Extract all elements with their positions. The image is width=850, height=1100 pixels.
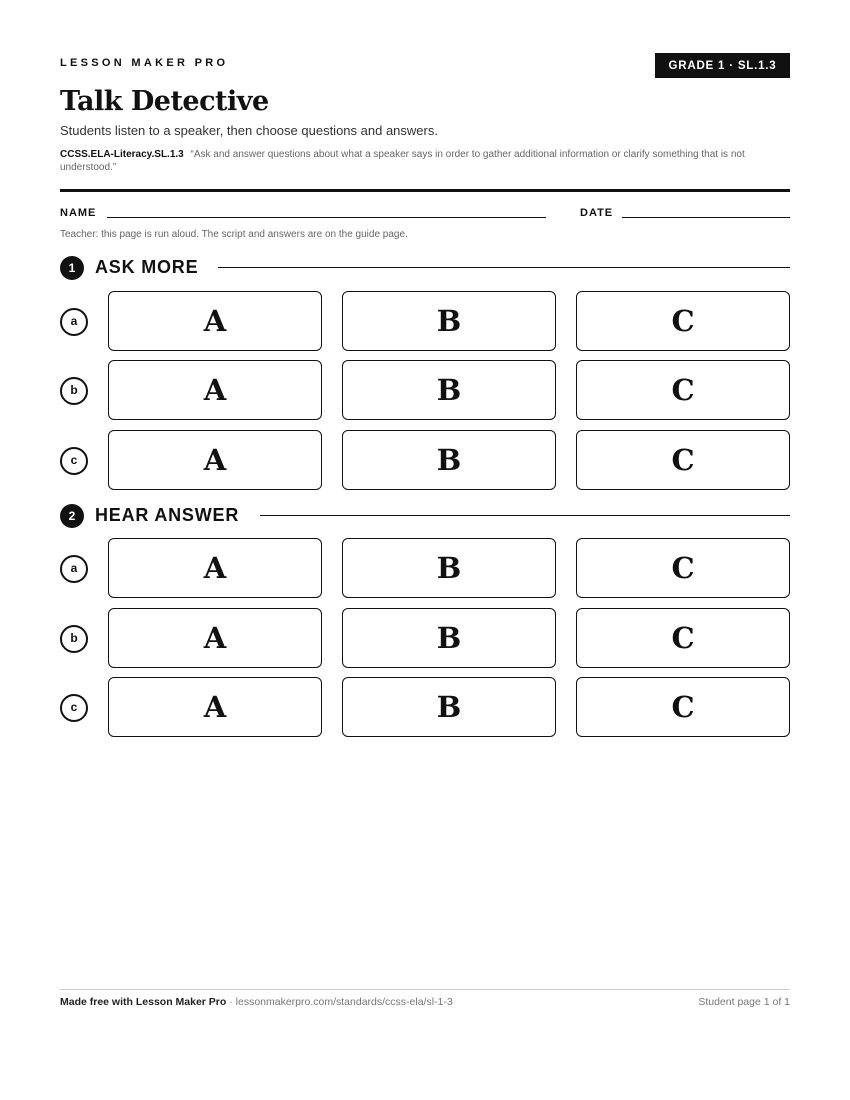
- brand-wordmark: LESSON MAKER PRO: [60, 57, 229, 69]
- row-letter-badge: b: [60, 625, 88, 653]
- footer-url-link[interactable]: · lessonmakerpro.com/standards/ccss-ela/sl-1-3: [226, 996, 453, 1008]
- choice-box-a[interactable]: A: [108, 291, 322, 351]
- choice-box-a[interactable]: A: [108, 430, 322, 490]
- choice-box-a[interactable]: A: [108, 360, 322, 420]
- question-row: [60, 677, 790, 737]
- row-letter-badge: a: [60, 308, 88, 336]
- choice-box-b[interactable]: B: [342, 430, 556, 490]
- choice-box-a[interactable]: A: [108, 608, 322, 668]
- choice-box-c[interactable]: C: [576, 677, 790, 737]
- standard-text: “Ask and answer questions about what a speaker says in order to gather additional information or clarify something that is not understood.”: [60, 149, 745, 173]
- header-divider: [60, 189, 790, 192]
- choice-box-c[interactable]: C: [576, 291, 790, 351]
- choice-box-b[interactable]: B: [342, 291, 556, 351]
- standard-description: [60, 148, 795, 174]
- choice-box-b[interactable]: B: [342, 360, 556, 420]
- row-letter-badge: a: [60, 555, 88, 583]
- section-title: ASK MORE: [95, 257, 208, 278]
- question-row: [60, 430, 790, 490]
- choice-box-a[interactable]: A: [108, 538, 322, 598]
- section-rule: [260, 515, 790, 516]
- choice-box-b[interactable]: B: [342, 677, 556, 737]
- section-number-badge: 1: [60, 256, 84, 280]
- question-row: [60, 291, 790, 351]
- choice-box-b[interactable]: B: [342, 608, 556, 668]
- page-title: Talk Detective: [60, 86, 269, 117]
- choice-box-c[interactable]: C: [576, 360, 790, 420]
- footer-divider: [60, 989, 790, 990]
- section-number-badge: 2: [60, 504, 84, 528]
- footer-page-number: Student page 1 of 1: [698, 996, 790, 1008]
- choice-box-a[interactable]: A: [108, 677, 322, 737]
- question-row: [60, 538, 790, 598]
- name-label: NAME: [60, 207, 97, 219]
- section-rule: [218, 267, 790, 268]
- date-label: DATE: [580, 207, 614, 219]
- question-row: [60, 360, 790, 420]
- footer-credit: [60, 996, 453, 1008]
- section-title: HEAR ANSWER: [95, 505, 249, 526]
- choice-box-b[interactable]: B: [342, 538, 556, 598]
- section-ask-more: [60, 256, 790, 280]
- teacher-note: Teacher: this page is run aloud. The script and answers are on the guide page.: [60, 229, 408, 240]
- date-field[interactable]: [622, 217, 790, 218]
- standard-code: CCSS.ELA-Literacy.SL.1.3: [60, 149, 184, 160]
- row-letter-badge: b: [60, 377, 88, 405]
- footer-made-with: Made free with Lesson Maker Pro: [60, 996, 227, 1008]
- section-hear-answer: [60, 504, 790, 528]
- grade-badge: GRADE 1 · SL.1.3: [655, 53, 790, 78]
- row-letter-badge: c: [60, 694, 88, 722]
- choice-box-c[interactable]: C: [576, 430, 790, 490]
- row-letter-badge: c: [60, 447, 88, 475]
- question-row: [60, 608, 790, 668]
- choice-box-c[interactable]: C: [576, 538, 790, 598]
- page-subtitle: Students listen to a speaker, then choose questions and answers.: [60, 123, 438, 138]
- choice-box-c[interactable]: C: [576, 608, 790, 668]
- name-field[interactable]: [107, 217, 546, 218]
